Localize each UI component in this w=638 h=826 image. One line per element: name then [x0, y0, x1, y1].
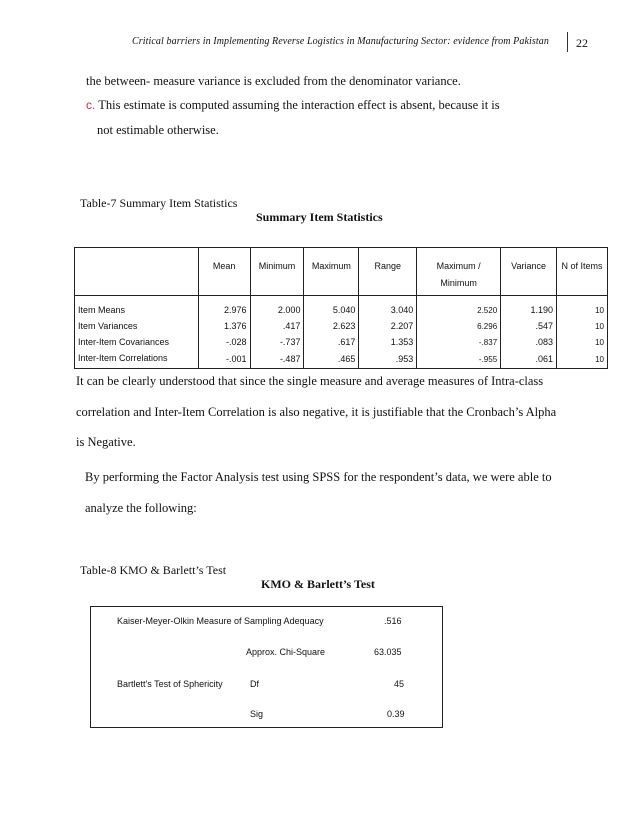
cell-max-min-ratio: -.955 — [417, 350, 501, 369]
cell-variance: .061 — [501, 350, 557, 369]
cell-n-of-items: 10 — [557, 296, 608, 319]
column-header — [75, 248, 199, 296]
table-row — [75, 318, 608, 334]
summary-item-statistics-table — [74, 247, 608, 369]
header-separator — [567, 32, 568, 52]
column-header: Mean — [198, 248, 250, 296]
bartlett-label: Bartlett's Test of Sphericity — [117, 679, 223, 689]
column-header: Variance — [501, 248, 557, 296]
cell-range: .953 — [359, 350, 417, 369]
cell-max-min-ratio: 6.296 — [417, 318, 501, 334]
cell-mean: 1.376 — [198, 318, 250, 334]
column-header: Maximum — [304, 248, 359, 296]
cell-mean: -.028 — [198, 334, 250, 350]
table7-caption: Table-7 Summary Item Statistics — [80, 196, 238, 210]
sig-label: Sig — [250, 709, 264, 719]
note-c-marker: c. — [86, 98, 96, 112]
cell-range: 1.353 — [359, 334, 417, 350]
kmo-bartlett-table — [90, 606, 443, 728]
cell-mean: -.001 — [198, 350, 250, 369]
table-row — [75, 350, 608, 369]
cell-minimum: .417 — [250, 318, 304, 334]
cell-maximum: .617 — [304, 334, 359, 350]
table7-title: Summary Item Statistics — [256, 210, 383, 224]
df-label: Df — [250, 679, 259, 689]
paragraph1-line-2: correlation and Inter-Item Correlation is also negative, it is justifiable that the Cronbach’s Alpha — [76, 405, 557, 419]
cell-maximum: .465 — [304, 350, 359, 369]
table8-caption: Table-8 KMO & Barlett’s Test — [80, 563, 227, 577]
paragraph1-line-1: It can be clearly understood that since the single measure and average measures of Intra-class — [76, 374, 544, 388]
cell-max-min-ratio: 2.520 — [417, 296, 501, 319]
cell-n-of-items: 10 — [557, 318, 608, 334]
cell-mean: 2.976 — [198, 296, 250, 319]
paragraph1-line-3: is Negative. — [76, 435, 136, 449]
row-label: Inter-Item Correlations — [75, 350, 199, 369]
chi-square-value: 63.035 — [374, 647, 402, 657]
column-header: Range — [359, 248, 417, 296]
cell-minimum: 2.000 — [250, 296, 304, 319]
row-label: Item Variances — [75, 318, 199, 334]
cell-maximum: 5.040 — [304, 296, 359, 319]
cell-range: 2.207 — [359, 318, 417, 334]
cell-minimum: -.737 — [250, 334, 304, 350]
kmo-value: .516 — [384, 616, 402, 626]
cell-variance: 1.190 — [501, 296, 557, 319]
kmo-label: Kaiser-Meyer-Olkin Measure of Sampling Adequacy — [117, 616, 324, 626]
table-header-row — [75, 248, 608, 296]
row-label: Item Means — [75, 296, 199, 319]
df-value: 45 — [394, 679, 405, 689]
sig-value: 0.39 — [387, 709, 405, 719]
cell-n-of-items: 10 — [557, 334, 608, 350]
cell-maximum: 2.623 — [304, 318, 359, 334]
running-header-title: Critical barriers in Implementing Reverse Logistics in Manufacturing Sector: evidence from Pakistan — [132, 36, 549, 47]
note-line-2-text: This estimate is computed assuming the interaction effect is absent, because it is — [98, 98, 500, 112]
column-header: N of Items — [557, 248, 608, 296]
paragraph2-line-2: analyze the following: — [85, 501, 197, 515]
column-header: Minimum — [250, 248, 304, 296]
cell-variance: .547 — [501, 318, 557, 334]
paragraph2-line-1: By performing the Factor Analysis test using SPSS for the respondent’s data, we were able to — [85, 470, 552, 484]
chi-square-label: Approx. Chi-Square — [246, 647, 326, 657]
note-line-2 — [86, 98, 500, 113]
note-line-1: the between- measure variance is excluded from the denominator variance. — [86, 74, 461, 88]
cell-n-of-items: 10 — [557, 350, 608, 369]
cell-variance: .083 — [501, 334, 557, 350]
cell-max-min-ratio: -.837 — [417, 334, 501, 350]
table-row — [75, 296, 608, 319]
note-line-3: not estimable otherwise. — [97, 123, 219, 137]
table8-title: KMO & Barlett’s Test — [261, 577, 375, 591]
page-number: 22 — [576, 36, 588, 50]
column-header: Maximum / Minimum — [417, 248, 501, 296]
cell-minimum: -.487 — [250, 350, 304, 369]
cell-range: 3.040 — [359, 296, 417, 319]
row-label: Inter-Item Covariances — [75, 334, 199, 350]
table-row — [75, 334, 608, 350]
